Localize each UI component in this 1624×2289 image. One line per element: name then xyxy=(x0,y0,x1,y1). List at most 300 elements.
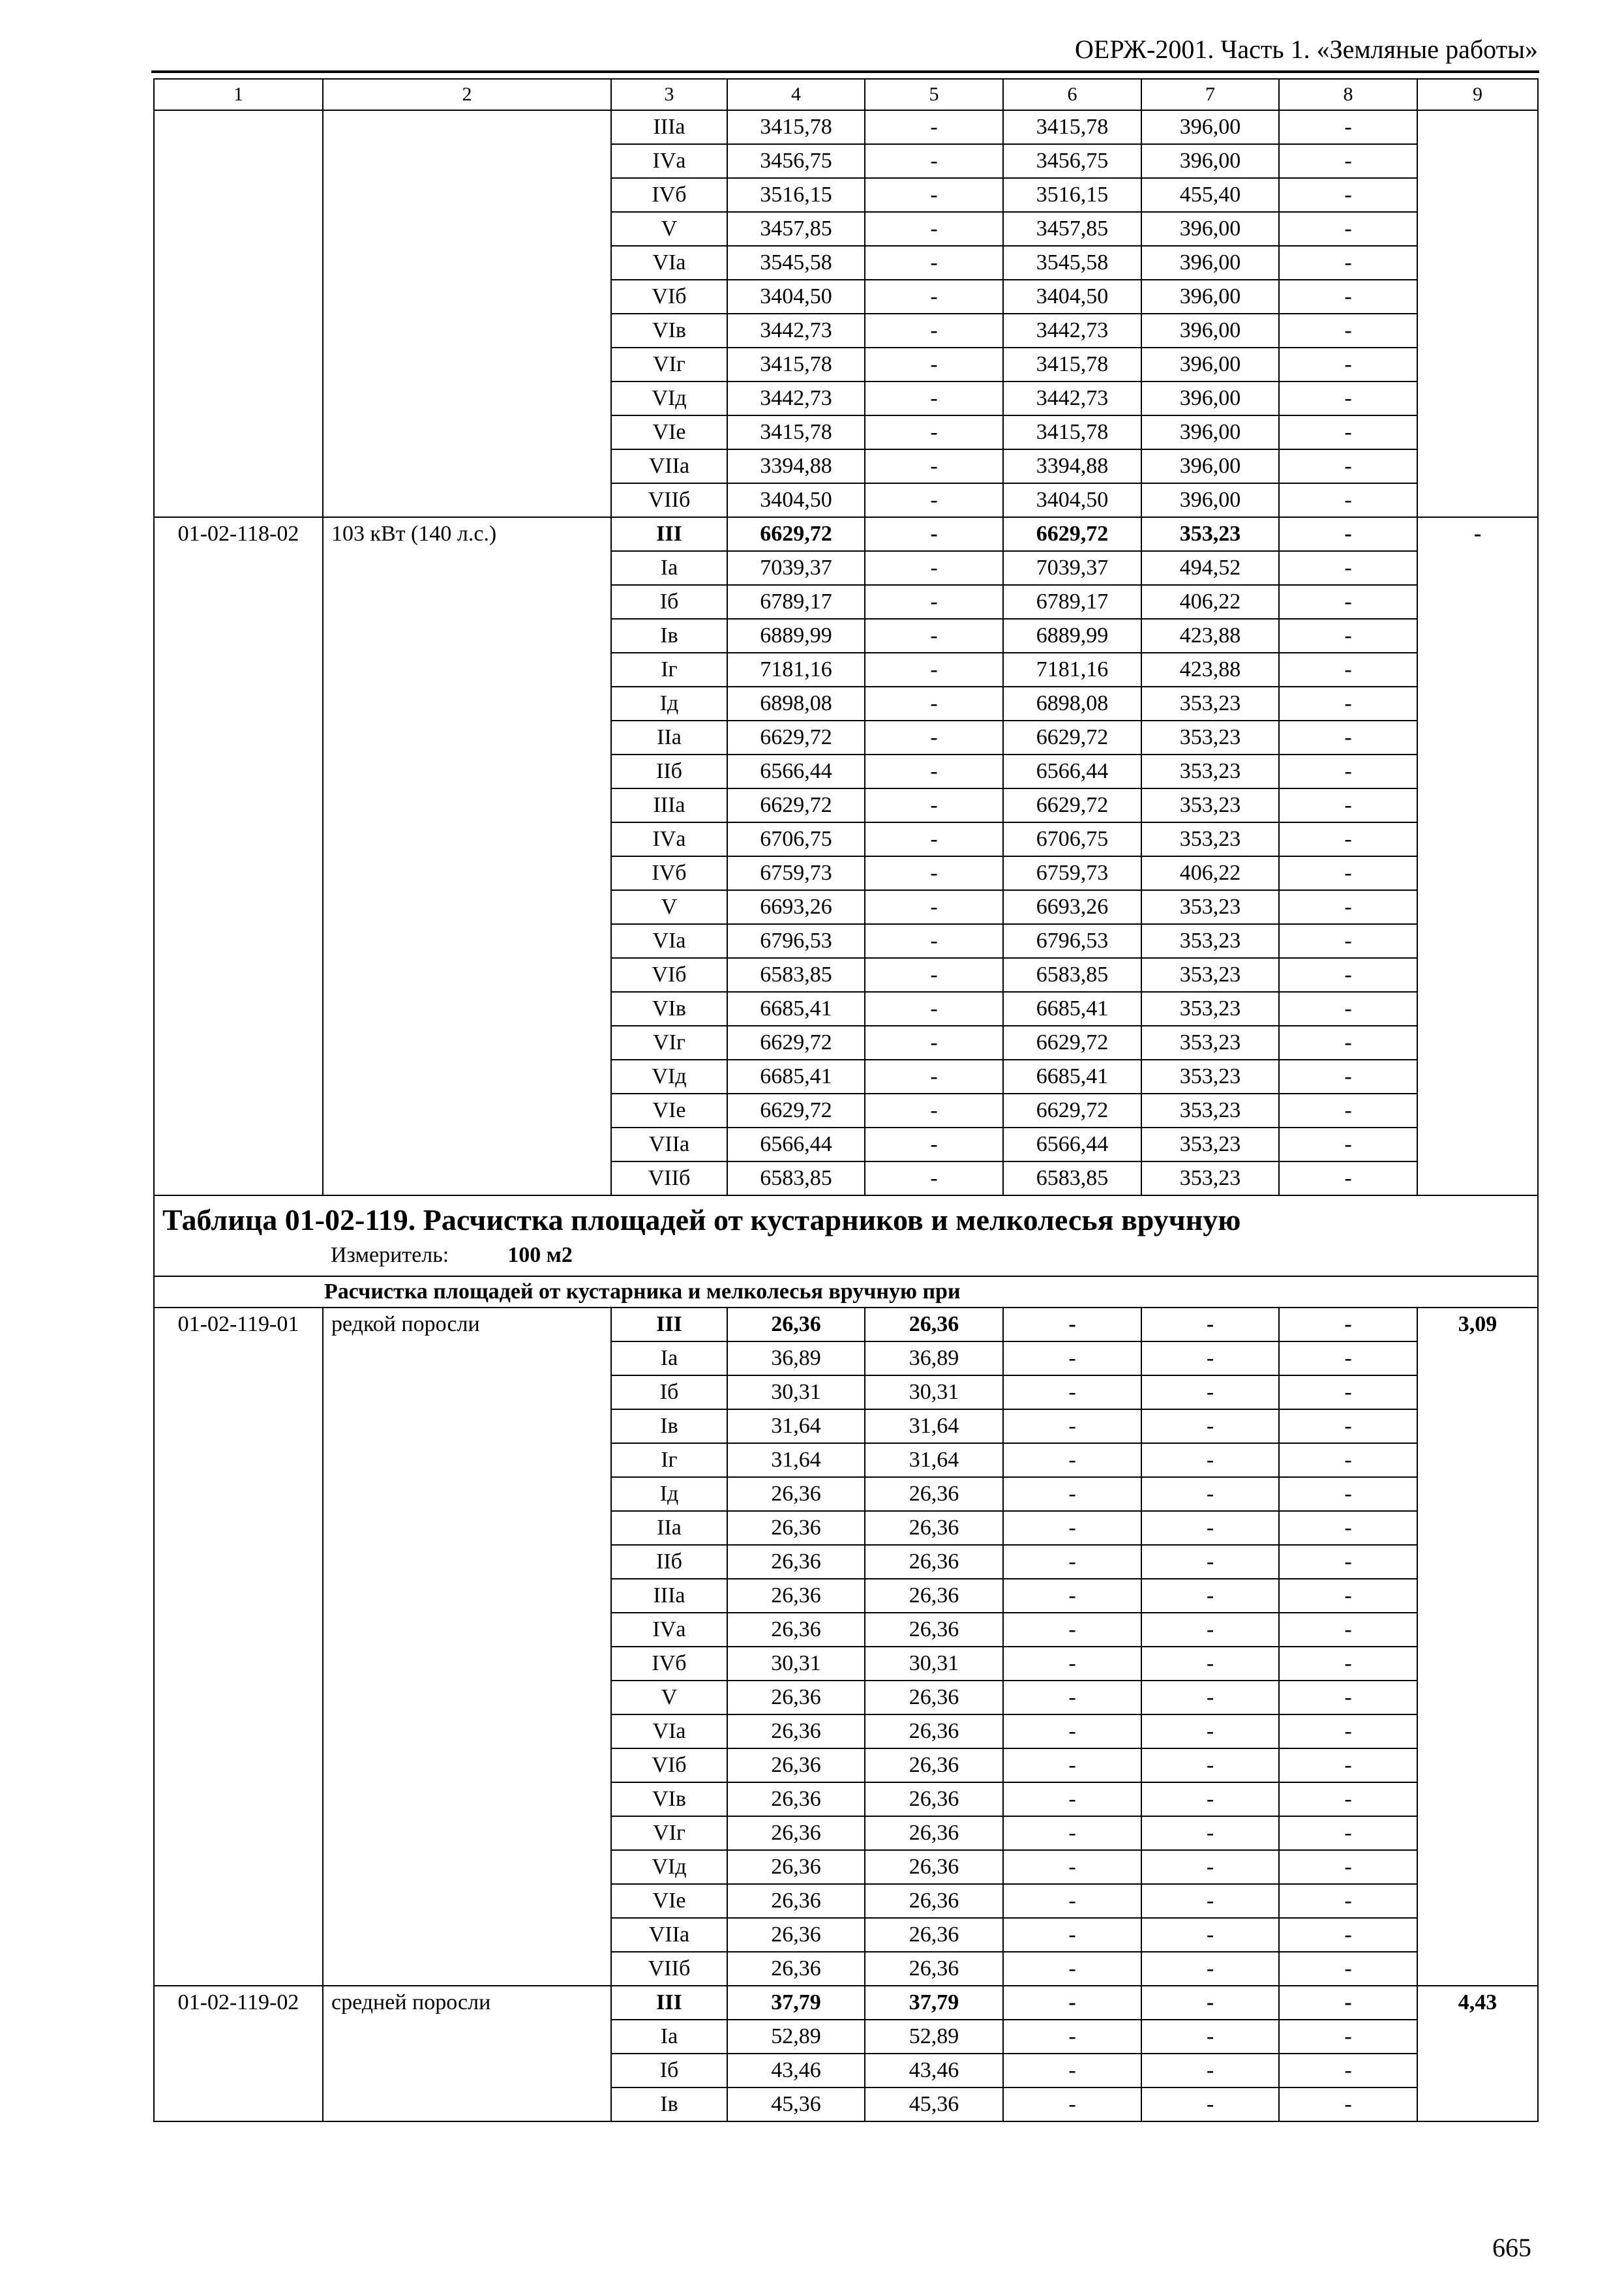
table-cell: - xyxy=(1003,1782,1141,1816)
table-cell: Iг xyxy=(611,1443,727,1477)
table-cell: 36,89 xyxy=(865,1341,1003,1375)
table-cell: - xyxy=(1279,585,1417,619)
table-cell: 3404,50 xyxy=(1003,483,1141,517)
table-cell: - xyxy=(1141,1308,1279,1341)
column-number: 5 xyxy=(865,79,1003,110)
col9-cell xyxy=(1417,110,1538,517)
work-name-cell xyxy=(323,110,611,517)
table-cell: 3456,75 xyxy=(1003,144,1141,178)
table-cell: 353,23 xyxy=(1141,1060,1279,1094)
table-cell: 353,23 xyxy=(1141,1026,1279,1060)
table-cell: - xyxy=(865,382,1003,415)
table-cell: IIб xyxy=(611,1545,727,1579)
table-cell: 353,23 xyxy=(1141,687,1279,721)
table-cell: - xyxy=(1003,1816,1141,1850)
table-cell: 26,36 xyxy=(865,1918,1003,1952)
table-cell: 3457,85 xyxy=(1003,212,1141,246)
table-cell: 396,00 xyxy=(1141,110,1279,144)
table-cell: 6759,73 xyxy=(727,856,865,890)
table-cell: - xyxy=(1279,280,1417,314)
table-cell: 396,00 xyxy=(1141,382,1279,415)
table-cell: 396,00 xyxy=(1141,144,1279,178)
table-cell: - xyxy=(1279,1341,1417,1375)
work-name-cell: средней поросли xyxy=(323,1986,611,2121)
table-cell: - xyxy=(865,856,1003,890)
table-cell: - xyxy=(1279,1647,1417,1681)
table-cell: 396,00 xyxy=(1141,314,1279,348)
table-cell: - xyxy=(865,1128,1003,1161)
table-cell: 26,36 xyxy=(865,1884,1003,1918)
table-cell: VIIа xyxy=(611,449,727,483)
table-cell: IVб xyxy=(611,1647,727,1681)
table-cell: - xyxy=(1279,1128,1417,1161)
table-cell: 3415,78 xyxy=(1003,415,1141,449)
table-cell: VIб xyxy=(611,958,727,992)
table-cell: VIа xyxy=(611,246,727,280)
table-cell: - xyxy=(865,483,1003,517)
table-cell: 396,00 xyxy=(1141,280,1279,314)
table-cell: 31,64 xyxy=(727,1409,865,1443)
table-cell: - xyxy=(865,348,1003,382)
table-cell: 37,79 xyxy=(865,1986,1003,2020)
column-number: 3 xyxy=(611,79,727,110)
table-cell: 6629,72 xyxy=(1003,1094,1141,1128)
table-cell: 26,36 xyxy=(727,1918,865,1952)
table-cell: - xyxy=(1279,619,1417,653)
table-cell: - xyxy=(1003,1647,1141,1681)
table-cell: Iв xyxy=(611,619,727,653)
table-cell: - xyxy=(1141,1986,1279,2020)
table-cell: 3415,78 xyxy=(1003,110,1141,144)
table-cell: VIд xyxy=(611,1060,727,1094)
table-cell: - xyxy=(1141,1375,1279,1409)
table-cell: - xyxy=(1279,1714,1417,1748)
table-cell: - xyxy=(1279,551,1417,585)
table-cell: - xyxy=(1279,1443,1417,1477)
table-cell: 26,36 xyxy=(727,1782,865,1816)
table-cell: 6706,75 xyxy=(1003,822,1141,856)
table-cell: 353,23 xyxy=(1141,1128,1279,1161)
table-cell: IIIа xyxy=(611,110,727,144)
table-cell: - xyxy=(865,687,1003,721)
column-number: 4 xyxy=(727,79,865,110)
table-cell: 7039,37 xyxy=(1003,551,1141,585)
table-cell: 6629,72 xyxy=(727,517,865,551)
table-cell: 52,89 xyxy=(865,2020,1003,2054)
table-cell: - xyxy=(1003,2087,1141,2121)
table-cell: VIв xyxy=(611,1782,727,1816)
table-cell: 6629,72 xyxy=(1003,788,1141,822)
table-cell: 3415,78 xyxy=(727,110,865,144)
table-cell: - xyxy=(1003,1884,1141,1918)
table-cell: 396,00 xyxy=(1141,415,1279,449)
table-cell: VIе xyxy=(611,1094,727,1128)
table-cell: 26,36 xyxy=(727,1545,865,1579)
col9-cell: 4,43 xyxy=(1417,1986,1538,2121)
table-cell: 37,79 xyxy=(727,1986,865,2020)
table-cell: VIг xyxy=(611,348,727,382)
table-cell: - xyxy=(865,958,1003,992)
table-cell: - xyxy=(1279,348,1417,382)
table-cell: - xyxy=(1141,1884,1279,1918)
table-cell: - xyxy=(1141,1647,1279,1681)
table-cell: 6629,72 xyxy=(727,721,865,755)
table-cell: - xyxy=(865,415,1003,449)
table-row xyxy=(154,1308,1538,1341)
table-cell: - xyxy=(865,1094,1003,1128)
table-cell: - xyxy=(865,1060,1003,1094)
table-cell: - xyxy=(865,721,1003,755)
table-title-row xyxy=(154,1195,1538,1276)
table-cell: 6789,17 xyxy=(1003,585,1141,619)
table-cell: VIе xyxy=(611,415,727,449)
table-cell: 3415,78 xyxy=(727,415,865,449)
table-cell: VIд xyxy=(611,382,727,415)
norm-code-cell: 01-02-118-02 xyxy=(154,517,323,1195)
table-cell: 43,46 xyxy=(865,2054,1003,2087)
table-cell: - xyxy=(1279,517,1417,551)
table-cell: - xyxy=(1141,1409,1279,1443)
table-cell: 26,36 xyxy=(865,1816,1003,1850)
table-cell: 31,64 xyxy=(865,1443,1003,1477)
table-cell: 7039,37 xyxy=(727,551,865,585)
table-cell: 3442,73 xyxy=(727,314,865,348)
table-cell: - xyxy=(865,178,1003,212)
table-cell: - xyxy=(1003,1341,1141,1375)
table-cell: - xyxy=(1141,1952,1279,1986)
table-cell: Iд xyxy=(611,1477,727,1511)
table-cell: - xyxy=(1279,890,1417,924)
table-cell: III xyxy=(611,517,727,551)
table-cell: Iа xyxy=(611,2020,727,2054)
table-cell: Iа xyxy=(611,551,727,585)
subheading: Расчистка площадей от кустарника и мелколесья вручную при xyxy=(154,1276,1538,1308)
table-cell: VIIб xyxy=(611,1161,727,1195)
table-cell: - xyxy=(1141,1477,1279,1511)
table-cell: 30,31 xyxy=(865,1647,1003,1681)
table-cell: 353,23 xyxy=(1141,788,1279,822)
table-cell: - xyxy=(1279,1816,1417,1850)
table-cell: 423,88 xyxy=(1141,619,1279,653)
table-cell: 6629,72 xyxy=(727,1026,865,1060)
table-cell: 396,00 xyxy=(1141,483,1279,517)
table-cell: 6789,17 xyxy=(727,585,865,619)
table-cell: - xyxy=(1141,1918,1279,1952)
unit-line xyxy=(162,1240,1529,1276)
table-cell: 3545,58 xyxy=(1003,246,1141,280)
table-cell: 353,23 xyxy=(1141,890,1279,924)
table-cell: - xyxy=(865,280,1003,314)
table-cell: 353,23 xyxy=(1141,958,1279,992)
table-cell: - xyxy=(1141,1545,1279,1579)
table-cell: - xyxy=(1141,1816,1279,1850)
table-cell: - xyxy=(1141,1782,1279,1816)
table-cell: Iб xyxy=(611,2054,727,2087)
table-cell: Iв xyxy=(611,2087,727,2121)
running-header: ОЕРЖ-2001. Часть 1. «Земляные работы» xyxy=(1075,35,1538,64)
table-cell: - xyxy=(1279,1161,1417,1195)
table-cell: - xyxy=(1279,856,1417,890)
table-cell: 26,36 xyxy=(727,1613,865,1647)
table-title: Таблица 01-02-119. Расчистка площадей от кустарников и мелколесья вручную xyxy=(162,1203,1241,1236)
table-cell: - xyxy=(1279,1884,1417,1918)
table-cell: 6898,08 xyxy=(1003,687,1141,721)
table-cell: - xyxy=(1279,1409,1417,1443)
table-row xyxy=(154,1986,1538,2020)
table-cell: 26,36 xyxy=(865,1511,1003,1545)
table-cell: 30,31 xyxy=(727,1647,865,1681)
table-cell: 6889,99 xyxy=(727,619,865,653)
table-title-cell xyxy=(154,1195,1538,1276)
table-cell: - xyxy=(865,110,1003,144)
column-number: 6 xyxy=(1003,79,1141,110)
table-cell: 6629,72 xyxy=(727,788,865,822)
table-cell: 6693,26 xyxy=(727,890,865,924)
table-cell: 26,36 xyxy=(865,1477,1003,1511)
table-cell: - xyxy=(1003,1952,1141,1986)
table-cell: Iб xyxy=(611,585,727,619)
table-cell: - xyxy=(1141,1748,1279,1782)
table-cell: 353,23 xyxy=(1141,1161,1279,1195)
table-cell: - xyxy=(1003,1714,1141,1748)
norm-code-cell: 01-02-119-02 xyxy=(154,1986,323,2121)
table-cell: 26,36 xyxy=(865,1579,1003,1613)
table-cell: 26,36 xyxy=(865,1681,1003,1714)
table-cell: - xyxy=(1279,755,1417,788)
table-cell: 6898,08 xyxy=(727,687,865,721)
table-cell: 31,64 xyxy=(865,1409,1003,1443)
table-cell: 6583,85 xyxy=(1003,1161,1141,1195)
table-cell: V xyxy=(611,890,727,924)
table-cell: 45,36 xyxy=(727,2087,865,2121)
table-cell: - xyxy=(1003,1308,1141,1341)
table-cell: - xyxy=(1003,1681,1141,1714)
table-cell: VIа xyxy=(611,1714,727,1748)
table-cell: 26,36 xyxy=(727,1714,865,1748)
table-cell: 30,31 xyxy=(865,1375,1003,1409)
table-cell: - xyxy=(1279,1579,1417,1613)
table-cell: - xyxy=(1279,144,1417,178)
table-cell: - xyxy=(1003,1545,1141,1579)
table-cell: 3394,88 xyxy=(1003,449,1141,483)
table-cell: - xyxy=(1279,212,1417,246)
table-cell: - xyxy=(1279,110,1417,144)
table-cell: VIIа xyxy=(611,1128,727,1161)
table-cell: Iа xyxy=(611,1341,727,1375)
table-cell: 3516,15 xyxy=(1003,178,1141,212)
table-cell: - xyxy=(865,890,1003,924)
table-cell: - xyxy=(1003,2054,1141,2087)
table-cell: - xyxy=(1279,178,1417,212)
column-number: 7 xyxy=(1141,79,1279,110)
table-cell: Iв xyxy=(611,1409,727,1443)
table-cell: 3456,75 xyxy=(727,144,865,178)
table-cell: 6583,85 xyxy=(727,1161,865,1195)
table-cell: - xyxy=(1003,1477,1141,1511)
table-cell: - xyxy=(1279,314,1417,348)
table-cell: - xyxy=(1279,924,1417,958)
table-cell: - xyxy=(1279,1850,1417,1884)
table-cell: 6629,72 xyxy=(1003,1026,1141,1060)
table-cell: VIв xyxy=(611,314,727,348)
table-cell: 353,23 xyxy=(1141,517,1279,551)
table-cell: - xyxy=(1279,1918,1417,1952)
table-cell: - xyxy=(1141,2020,1279,2054)
table-cell: - xyxy=(1279,1060,1417,1094)
subheading-row xyxy=(154,1276,1538,1308)
table-cell: - xyxy=(1279,1026,1417,1060)
table-cell: - xyxy=(1279,1986,1417,2020)
table-cell: VIб xyxy=(611,1748,727,1782)
table-cell: Iб xyxy=(611,1375,727,1409)
table-cell: 6706,75 xyxy=(727,822,865,856)
table-cell: - xyxy=(1141,1579,1279,1613)
table-cell: VIг xyxy=(611,1026,727,1060)
table-cell: VIIб xyxy=(611,1952,727,1986)
table-cell: - xyxy=(1141,2054,1279,2087)
table-cell: 3415,78 xyxy=(727,348,865,382)
table-cell: VIе xyxy=(611,1884,727,1918)
table-cell: 36,89 xyxy=(727,1341,865,1375)
table-cell: - xyxy=(1279,958,1417,992)
table-cell: - xyxy=(865,1161,1003,1195)
page-number: 665 xyxy=(1492,2233,1531,2262)
table-cell: 455,40 xyxy=(1141,178,1279,212)
table-cell: 494,52 xyxy=(1141,551,1279,585)
table-cell: - xyxy=(1279,1094,1417,1128)
table-cell: VIа xyxy=(611,924,727,958)
table-cell: - xyxy=(1141,1681,1279,1714)
table-cell: - xyxy=(1279,1375,1417,1409)
table-cell: 3442,73 xyxy=(727,382,865,415)
table-cell: - xyxy=(1279,1613,1417,1647)
table-cell: 7181,16 xyxy=(1003,653,1141,687)
table-cell: 406,22 xyxy=(1141,585,1279,619)
table-cell: - xyxy=(865,822,1003,856)
table-cell: 6566,44 xyxy=(1003,755,1141,788)
table-cell: - xyxy=(1003,1443,1141,1477)
table-cell: - xyxy=(1279,992,1417,1026)
table-cell: 6685,41 xyxy=(1003,992,1141,1026)
table-cell: 6629,72 xyxy=(727,1094,865,1128)
column-number: 9 xyxy=(1417,79,1538,110)
table-cell: - xyxy=(1279,653,1417,687)
table-cell: - xyxy=(1003,1613,1141,1647)
table-cell: 7181,16 xyxy=(727,653,865,687)
table-cell: - xyxy=(1003,1850,1141,1884)
table-cell: Iг xyxy=(611,653,727,687)
table-cell: 396,00 xyxy=(1141,246,1279,280)
table-cell: 6629,72 xyxy=(1003,517,1141,551)
table-cell: - xyxy=(1279,1308,1417,1341)
norm-code-cell: 01-02-119-01 xyxy=(154,1308,323,1986)
table-cell: III xyxy=(611,1308,727,1341)
table-cell: - xyxy=(1279,415,1417,449)
table-cell: 26,36 xyxy=(865,1545,1003,1579)
table-cell: 26,36 xyxy=(865,1850,1003,1884)
table-cell: IIа xyxy=(611,721,727,755)
table-cell: 52,89 xyxy=(727,2020,865,2054)
table-cell: - xyxy=(1279,822,1417,856)
table-cell: - xyxy=(1279,1511,1417,1545)
table-cell: VIIб xyxy=(611,483,727,517)
table-cell: 45,36 xyxy=(865,2087,1003,2121)
table-cell: 6685,41 xyxy=(727,992,865,1026)
table-cell: - xyxy=(865,619,1003,653)
table-cell: - xyxy=(1003,1748,1141,1782)
table-cell: 30,31 xyxy=(727,1375,865,1409)
work-name-cell: 103 кВт (140 л.с.) xyxy=(323,517,611,1195)
table-cell: 396,00 xyxy=(1141,449,1279,483)
table-cell: - xyxy=(1279,788,1417,822)
column-number: 1 xyxy=(154,79,323,110)
col9-cell: - xyxy=(1417,517,1538,1195)
table-cell: - xyxy=(1003,2020,1141,2054)
table-cell: - xyxy=(865,1026,1003,1060)
column-number: 8 xyxy=(1279,79,1417,110)
table-cell: 3415,78 xyxy=(1003,348,1141,382)
table-cell: 3404,50 xyxy=(727,483,865,517)
table-row xyxy=(154,110,1538,144)
table-cell: 3442,73 xyxy=(1003,314,1141,348)
table-cell: 31,64 xyxy=(727,1443,865,1477)
table-cell: - xyxy=(1141,2087,1279,2121)
column-number-row xyxy=(154,79,1538,110)
work-name-cell: редкой поросли xyxy=(323,1308,611,1986)
unit-label: Измеритель: xyxy=(331,1243,449,1267)
table-cell: Iд xyxy=(611,687,727,721)
table-cell: IIа xyxy=(611,1511,727,1545)
table-cell: 6566,44 xyxy=(1003,1128,1141,1161)
table-cell: 406,22 xyxy=(1141,856,1279,890)
table-cell: - xyxy=(1003,1579,1141,1613)
table-cell: 26,36 xyxy=(727,1477,865,1511)
table-cell: - xyxy=(1279,687,1417,721)
table-cell: - xyxy=(865,517,1003,551)
table-cell: 396,00 xyxy=(1141,212,1279,246)
header-rule xyxy=(151,70,1539,73)
table-cell: 6796,53 xyxy=(727,924,865,958)
table-cell: IVа xyxy=(611,822,727,856)
table-cell: 26,36 xyxy=(865,1308,1003,1341)
table-cell: - xyxy=(1003,1918,1141,1952)
table-cell: - xyxy=(865,212,1003,246)
table-cell: 6693,26 xyxy=(1003,890,1141,924)
table-cell: - xyxy=(865,246,1003,280)
table-cell: 3457,85 xyxy=(727,212,865,246)
table-cell: 6583,85 xyxy=(1003,958,1141,992)
table-cell: - xyxy=(1279,2054,1417,2087)
table-cell: IIIа xyxy=(611,1579,727,1613)
table-cell: 6566,44 xyxy=(727,755,865,788)
norms-table xyxy=(153,78,1539,2122)
table-cell: - xyxy=(1141,1714,1279,1748)
table-cell: 43,46 xyxy=(727,2054,865,2087)
table-cell: 3404,50 xyxy=(1003,280,1141,314)
table-cell: - xyxy=(865,449,1003,483)
table-cell: 3394,88 xyxy=(727,449,865,483)
table-cell: IIб xyxy=(611,755,727,788)
table-cell: 26,36 xyxy=(727,1816,865,1850)
table-cell: 3516,15 xyxy=(727,178,865,212)
table-cell: - xyxy=(865,585,1003,619)
table-cell: - xyxy=(865,755,1003,788)
table-cell: - xyxy=(1003,1375,1141,1409)
table-cell: 26,36 xyxy=(727,1511,865,1545)
col9-cell: 3,09 xyxy=(1417,1308,1538,1986)
table-cell: 6796,53 xyxy=(1003,924,1141,958)
table-cell: 26,36 xyxy=(727,1748,865,1782)
